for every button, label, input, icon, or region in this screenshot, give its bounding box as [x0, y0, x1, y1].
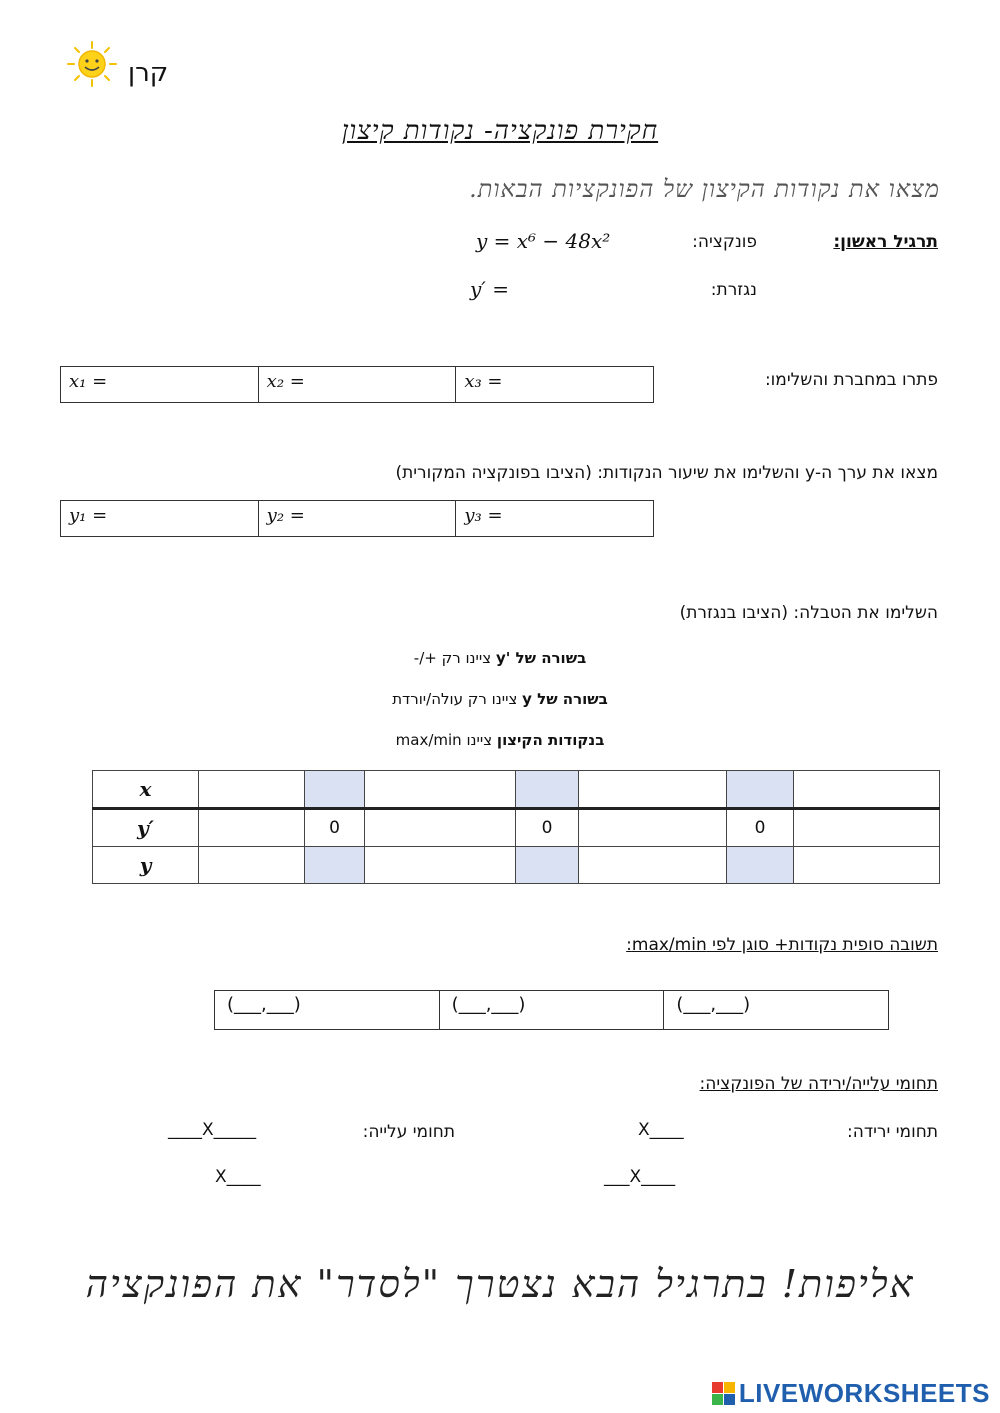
final-answer-label: תשובה סופית נקודות+ סוגן לפי max/min:	[626, 935, 938, 955]
table-row	[93, 771, 940, 809]
table-cell[interactable]	[794, 847, 940, 884]
derivative-label: נגזרת:	[710, 280, 757, 300]
final-point-field[interactable]: (___,___)	[676, 994, 751, 1015]
table-cell[interactable]	[794, 809, 940, 847]
derivative-formula: y′ =	[470, 277, 509, 301]
table-cell-critical[interactable]	[516, 847, 579, 884]
instruction-line-2	[0, 690, 1000, 708]
row-header-y: y	[93, 847, 199, 884]
monotonic-heading: תחומי עלייה/ירידה של הפונקציה:	[699, 1074, 938, 1094]
page-subtitle: מצאו את נקודות הקיצון של הפונקציות הבאות.	[469, 175, 940, 203]
brand-icon	[712, 1382, 735, 1405]
table-cell[interactable]	[199, 809, 305, 847]
instruction-line-2-rest: ציינו רק עולה/יורדת	[392, 690, 523, 708]
final-point-field[interactable]: (___,___)	[440, 991, 665, 1029]
table-cell-critical[interactable]	[727, 847, 794, 884]
y3-field[interactable]: y₃ =	[464, 505, 503, 526]
zero-cell: 0	[305, 809, 365, 847]
table-cell[interactable]	[365, 809, 516, 847]
table-row	[93, 809, 940, 847]
function-formula: y = x⁶ − 48x²	[476, 229, 611, 253]
table-cell[interactable]	[794, 771, 940, 809]
sun-icon	[62, 40, 122, 88]
instruction-line-1	[0, 649, 1000, 667]
x1-field[interactable]: x₁ =	[61, 367, 259, 402]
brand-text: LIVEWORKSHEETS	[738, 1378, 990, 1408]
sign-table	[92, 770, 940, 884]
table-cell[interactable]	[199, 847, 305, 884]
table-cell[interactable]	[579, 809, 727, 847]
table-cell[interactable]	[579, 771, 727, 809]
table-row	[93, 847, 940, 884]
x2-field[interactable]: x₂ =	[259, 367, 457, 402]
row-header-x: x	[93, 771, 199, 809]
brand-logo	[712, 1378, 990, 1409]
footer-note: אליפות! בתרגיל הבא נצטרך "לסדר" את הפונקציה	[85, 1262, 915, 1306]
decrease-range-2[interactable]: ___X____	[604, 1167, 676, 1187]
student-name: קרן	[128, 58, 169, 88]
final-answer-boxes	[214, 990, 889, 1030]
table-cell[interactable]	[579, 847, 727, 884]
row-header-y-prime: y′	[93, 809, 199, 847]
zero-cell: 0	[516, 809, 579, 847]
instruction-line-1-rest: ציינו רק +/-	[413, 649, 496, 667]
instruction-line-2-bold: בשורה של y	[522, 690, 608, 708]
table-cell[interactable]	[365, 847, 516, 884]
instruction-line-3-rest: ציינו max/min	[395, 731, 497, 749]
page-title: חקירת פונקציה- נקודות קיצון	[341, 116, 659, 146]
increase-label: תחומי עלייה:	[362, 1122, 455, 1142]
y-values-instruction: מצאו את ערך ה-y והשלימו את שיעור הנקודות: (הציבו בפונקציה המקורית)	[395, 463, 938, 483]
y1-field[interactable]: y₁ =	[61, 501, 259, 536]
table-heading: השלימו את הטבלה: (הציבו בנגזרת)	[679, 603, 938, 623]
y-values-boxes	[60, 500, 654, 537]
x3-field[interactable]: x₃ =	[464, 371, 503, 392]
table-cell-critical[interactable]	[727, 771, 794, 809]
instruction-line-3-bold: בנקודות הקיצון	[496, 731, 605, 749]
zero-cell: 0	[727, 809, 794, 847]
exercise-label: תרגיל ראשון:	[833, 232, 938, 252]
function-label: פונקציה:	[692, 232, 757, 252]
x-roots-boxes	[60, 366, 654, 403]
y2-field[interactable]: y₂ =	[259, 501, 457, 536]
table-cell-critical[interactable]	[516, 771, 579, 809]
x-roots-instruction: פתרו במחברת והשלימו:	[764, 370, 938, 390]
table-cell-critical[interactable]	[305, 847, 365, 884]
increase-range-2[interactable]: X____	[215, 1167, 261, 1187]
table-cell-critical[interactable]	[305, 771, 365, 809]
instruction-line-3	[0, 731, 1000, 749]
decrease-range-1[interactable]: X____	[638, 1120, 684, 1140]
final-point-field[interactable]: (___,___)	[215, 991, 440, 1029]
table-cell[interactable]	[365, 771, 516, 809]
increase-range-1[interactable]: ____X_____	[168, 1120, 257, 1140]
instruction-line-1-bold: בשורה של 'y	[495, 649, 587, 667]
decrease-label: תחומי ירידה:	[847, 1122, 938, 1142]
table-cell[interactable]	[199, 771, 305, 809]
